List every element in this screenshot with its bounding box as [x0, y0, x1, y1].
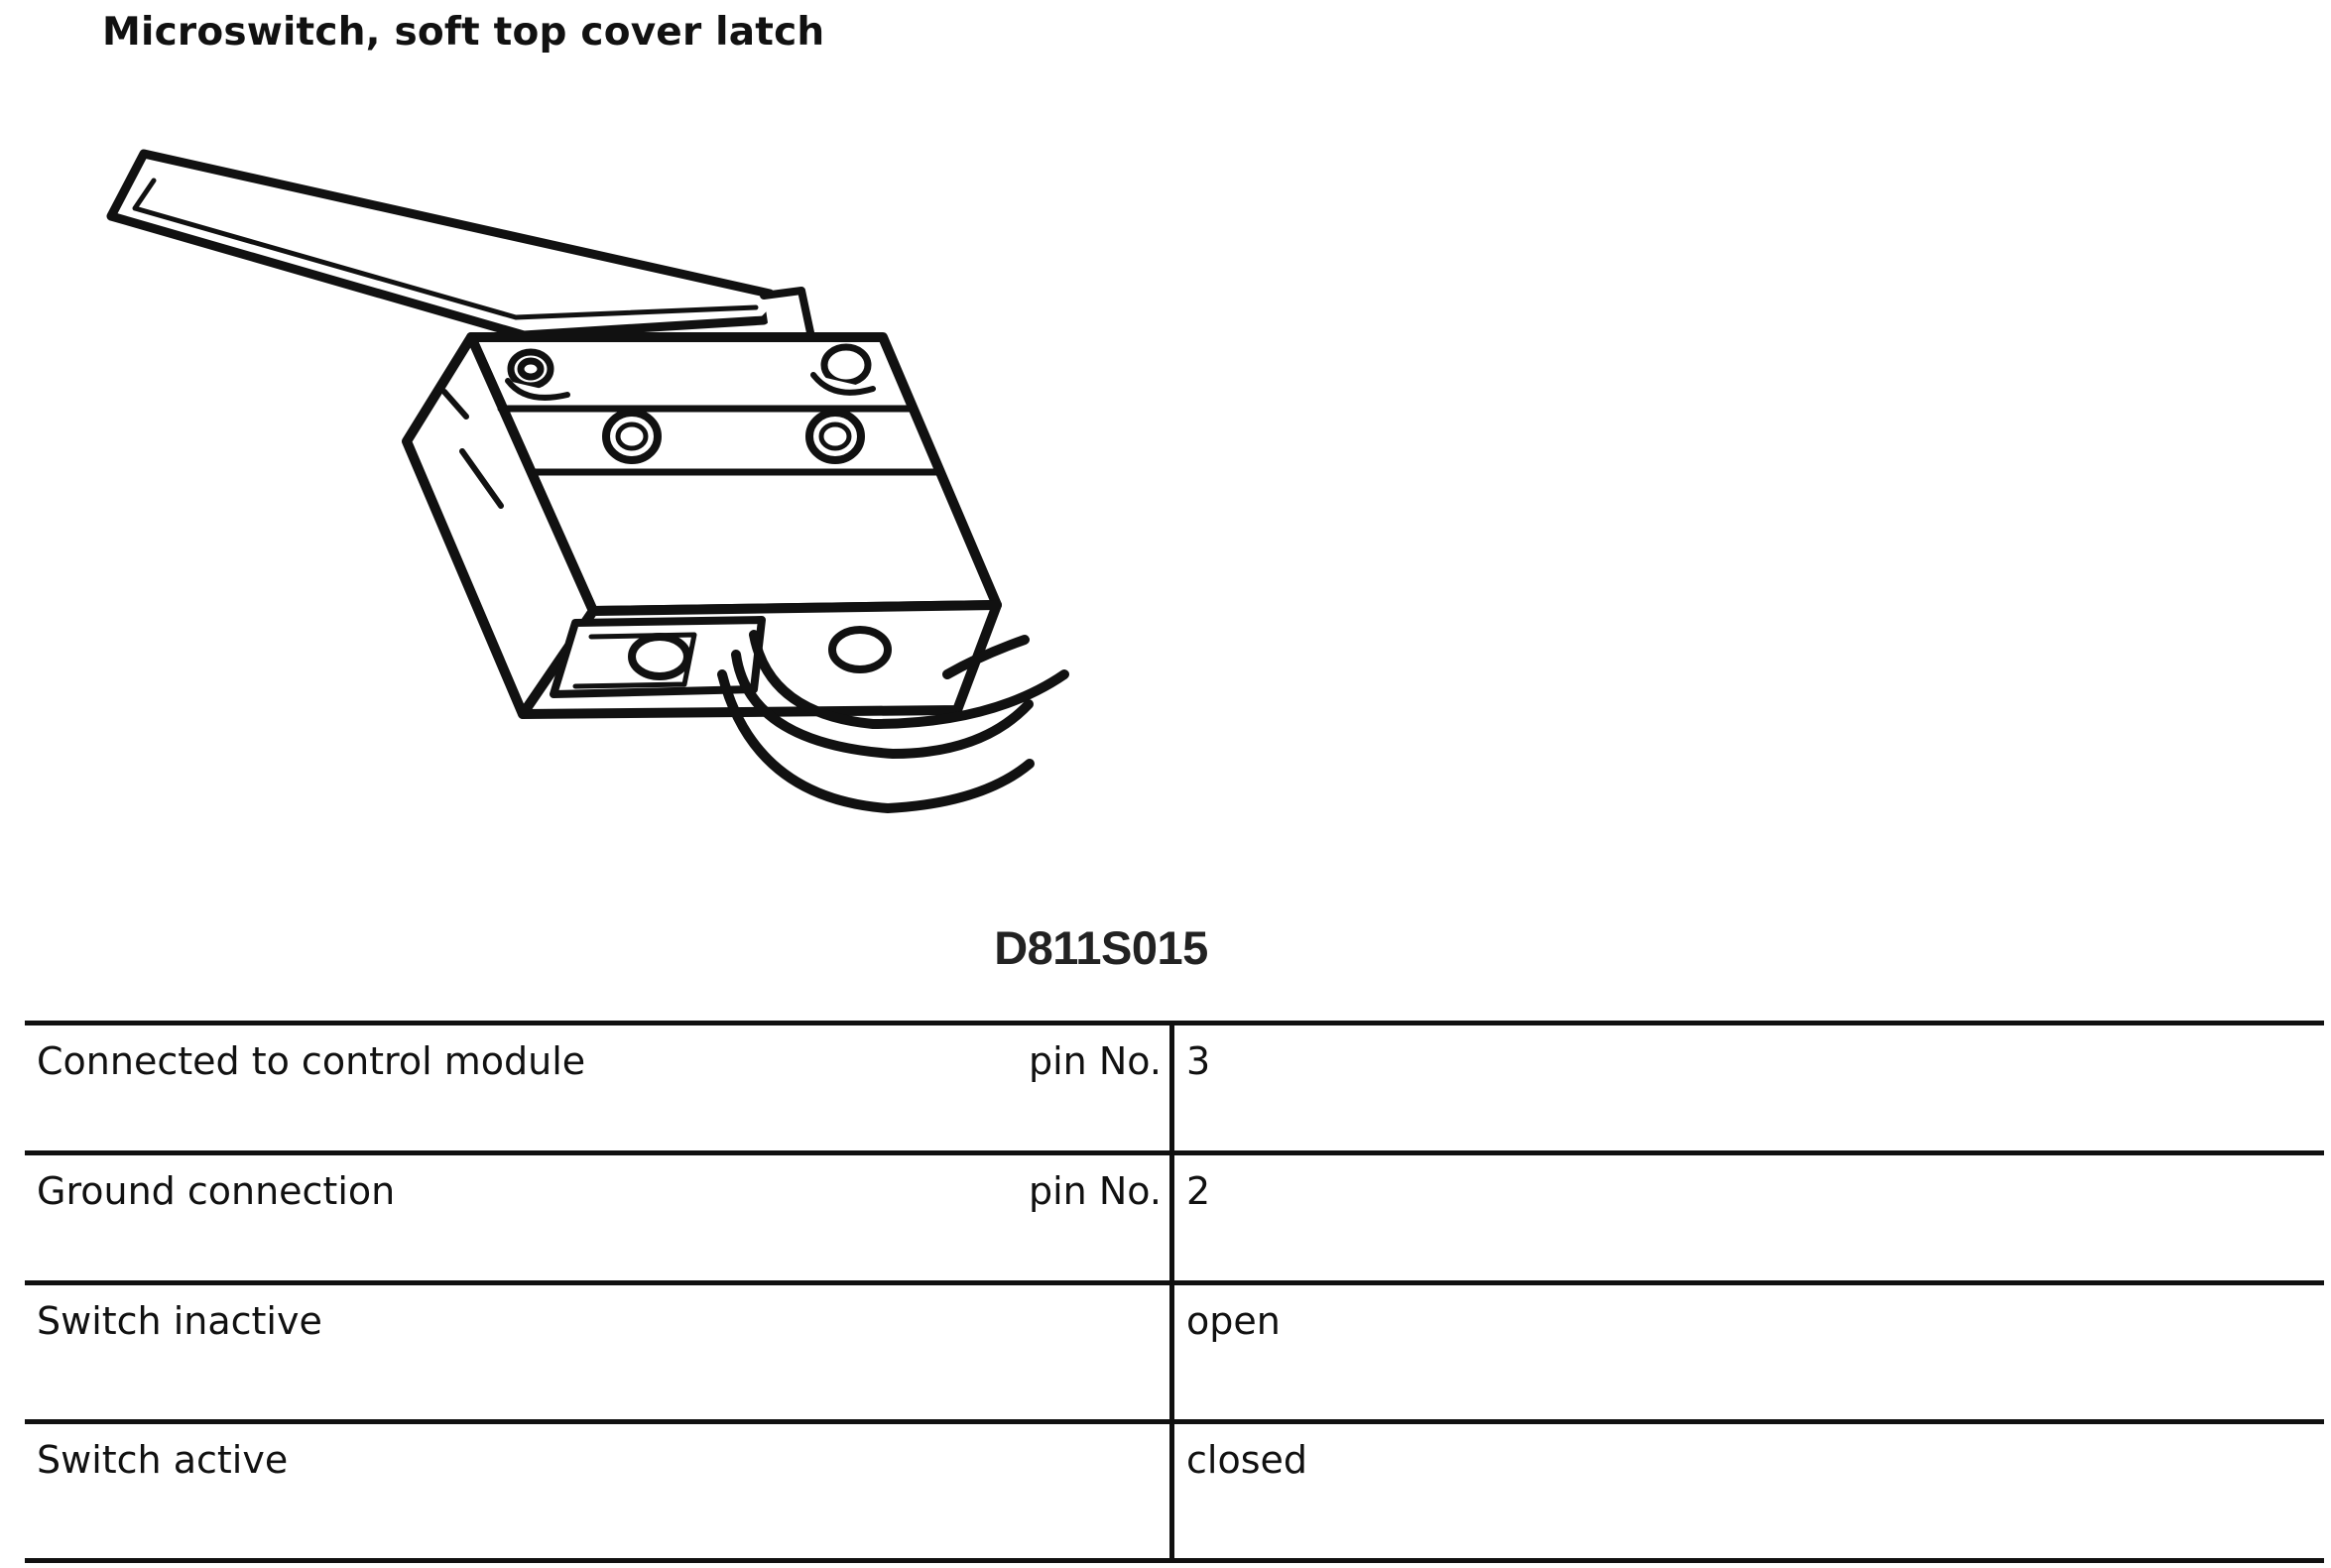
- spec-table: [25, 1021, 2324, 1563]
- lever-arm: [111, 154, 776, 335]
- row-unit: [1017, 1283, 1172, 1422]
- row-value: open: [1172, 1283, 2325, 1422]
- microswitch-lever-icon: [94, 134, 1086, 848]
- table-row: [25, 1024, 2324, 1153]
- row-unit: pin No.: [1017, 1153, 1172, 1283]
- row-label: Ground connection: [25, 1153, 1017, 1283]
- row-unit: [1017, 1422, 1172, 1561]
- row-value: 3: [1172, 1024, 2325, 1153]
- table-row: [25, 1422, 2324, 1561]
- table-row: [25, 1153, 2324, 1283]
- row-value: 2: [1172, 1153, 2325, 1283]
- row-value: closed: [1172, 1422, 2325, 1561]
- figure-code: D811S015: [994, 921, 1208, 974]
- row-unit: pin No.: [1017, 1024, 1172, 1153]
- page-title: Microswitch, soft top cover latch: [102, 10, 825, 55]
- table-row: [25, 1283, 2324, 1422]
- row-label: Switch inactive: [25, 1283, 1017, 1422]
- row-label: Switch active: [25, 1422, 1017, 1561]
- row-label: Connected to control module: [25, 1024, 1017, 1153]
